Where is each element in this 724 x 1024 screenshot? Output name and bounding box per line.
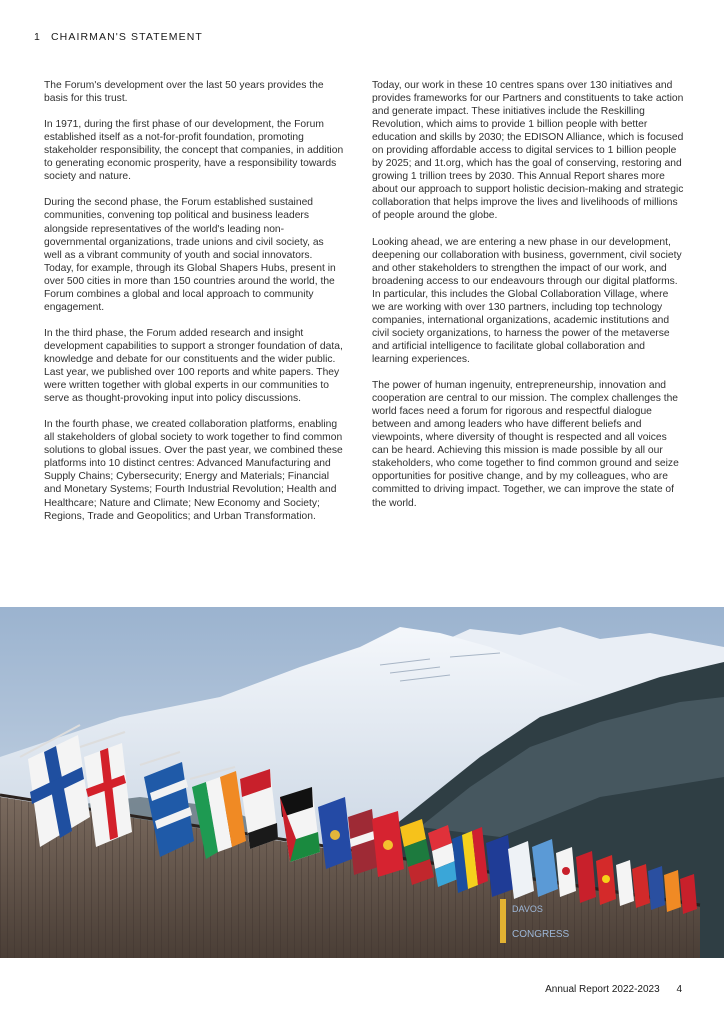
page-number: 4 <box>676 984 682 995</box>
photo-illustration <box>0 607 724 958</box>
section-number: 1 <box>34 31 41 43</box>
page-footer <box>545 984 682 995</box>
paragraph: Looking ahead, we are entering a new phase in our development, deepening our collaboration with business, government, civil society and other stakeholders to strengthen the impact of our work, and broadening access to our endeavours through our digital platforms. In particular, this includes the Global Collaboration Village, where we are working with over 130 partners, including top technology companies, international organizations, academic institutions and civil society organizations, to harness the power of the metaverse and artificial intelligence to facilitate global collaboration and learning experiences. <box>372 236 682 365</box>
left-text-column <box>44 79 344 536</box>
report-title: Annual Report 2022-2023 <box>545 984 660 995</box>
paragraph: The Forum's development over the last 50 years provides the basis for this trust. <box>44 80 324 105</box>
sign-line-1: DAVOS <box>512 904 543 914</box>
davos-flags-photo <box>0 607 724 958</box>
section-header <box>34 31 203 43</box>
right-text-column <box>372 79 684 523</box>
paragraph: In the fourth phase, we created collaboration platforms, enabling all stakeholders of global society to work together to find common solutions to global issues. Over the past year, we combined these platforms into 10 distinct centres: Advanced Manufacturing and Supply Chains; Cybersecurity; Energy and Materials; Financial and Monetary Systems; Fourth Industrial Revolution; Health and Healthcare; Nature and Climate; New Economy and Society; Regions, Trade and Geopolitics; and Urban Transformation. <box>44 419 343 522</box>
paragraph: In the third phase, the Forum added research and insight development capabilities to support a stronger foundation of data, knowledge and debate for our constituents and the wider public. Last year, we published over 100 reports and white papers. They were written together with global experts in our communities to serve as thought-provoking input into policy discussions. <box>44 327 343 405</box>
flag-moldova <box>452 827 488 893</box>
paragraph: During the second phase, the Forum established sustained communities, convening top political and business leaders alongside representatives of the world's leading non-governmental organizations, trade unions and civil society, as well as a vibrant community of youth and social innovators. Today, for example, through its Global Shapers Hubs, present in over 500 cities in more than 150 countries around the world, the Forum combines a global and local approach to community engagement. <box>44 197 336 313</box>
sign-line-2: CONGRESS <box>512 929 570 940</box>
paragraph: The power of human ingenuity, entrepreneurship, innovation and cooperation are central to our mission. The complex challenges the world faces need a forum for rigorous and respectful dialogue between and among leaders who have different beliefs and viewpoints, where diversity of thought is respected and all voices can be heard. Achieving this mission is made possible by all our stakeholders, who come together to find common ground and seize opportunities for positive change, and by my colleagues, who are committed to driving impact. Together, we can improve the state of the world. <box>372 380 679 509</box>
section-title: CHAIRMAN'S STATEMENT <box>50 31 203 43</box>
paragraph: In 1971, during the first phase of our development, the Forum established itself as a not-for-profit foundation, promoting stakeholder responsibility, the concept that companies, in addition to generating economic prosperity, have a responsibility towards society and nature. <box>44 119 344 183</box>
paragraph: Today, our work in these 10 centres spans over 130 initiatives and provides frameworks for our Partners and constituents to take action and generate impact. These initiatives include the Reskilling Revolution, which aims to provide 1 billion people with better education and skills by 2030; the EDISON Alliance, which is focused on providing affordable access to digital services to 1 billion people by 2025; and 1t.org, which has the goal of conserving, restoring and growing 1 trillion trees by 2030. This Annual Report shares more about our approach to support holistic decision-making and strategic collaboration that helps improve the lives and livelihoods of millions of people around the globe. <box>372 80 684 222</box>
